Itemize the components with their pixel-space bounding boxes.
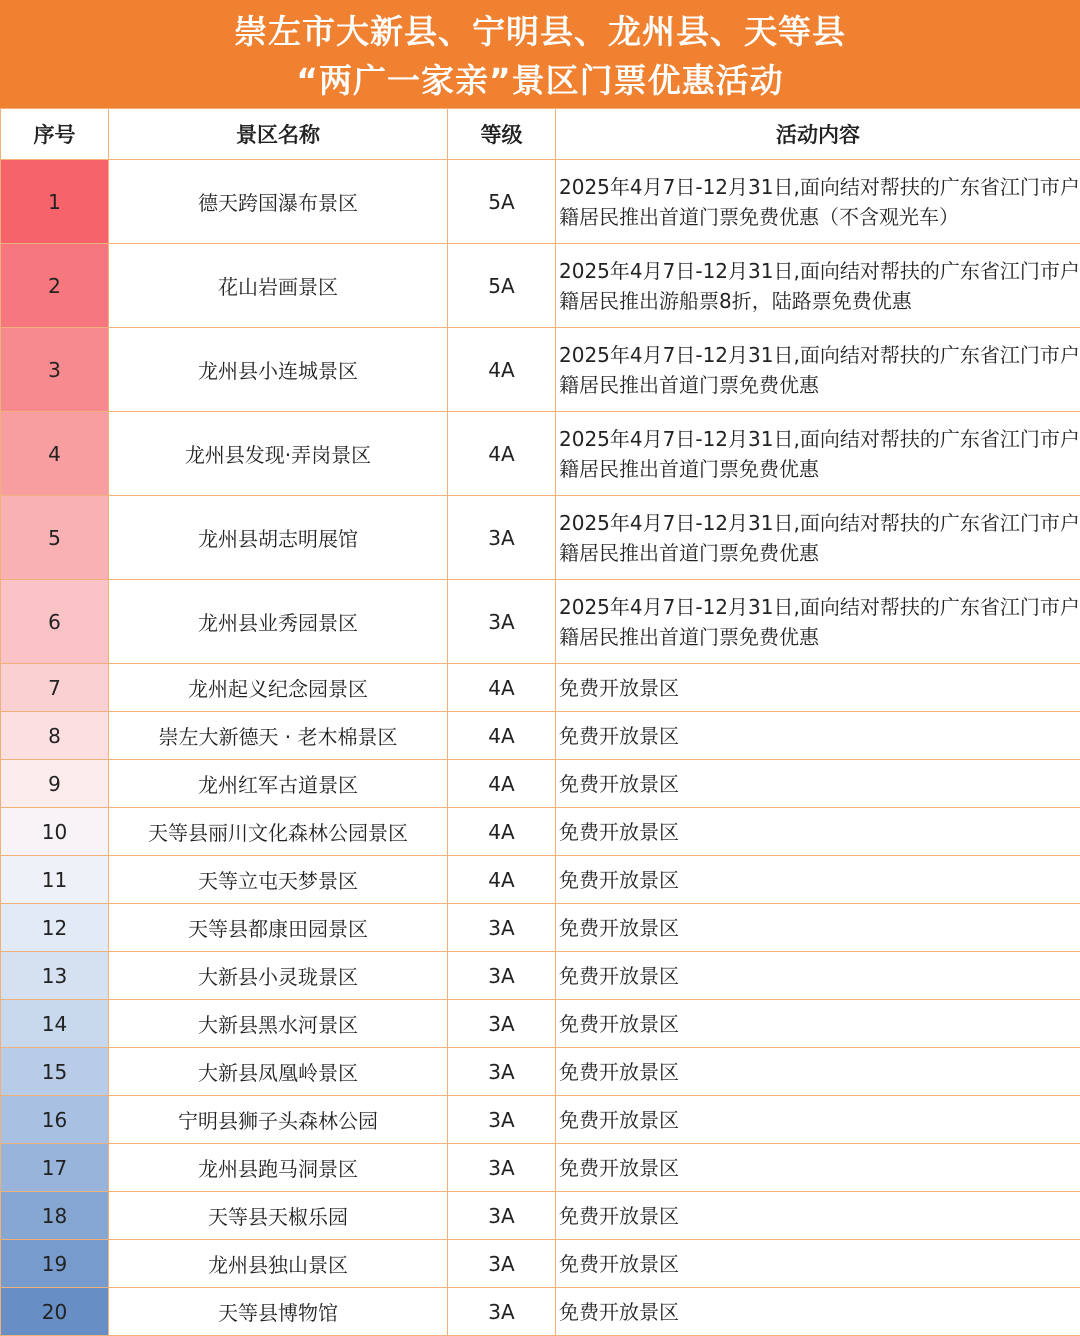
- scenic-area-name: 大新县黑水河景区: [109, 1000, 448, 1048]
- row-index: 10: [1, 808, 109, 856]
- activity-content: 免费开放景区: [556, 1192, 1080, 1240]
- activity-content: 免费开放景区: [556, 904, 1080, 952]
- table-row: [1, 496, 1080, 580]
- header-banner: [0, 0, 1080, 108]
- table-row: [1, 664, 1080, 712]
- activity-content: 免费开放景区: [556, 1240, 1080, 1288]
- table-row: [1, 1096, 1080, 1144]
- table-row: [1, 856, 1080, 904]
- scenic-area-level: 4A: [448, 808, 556, 856]
- table-row: [1, 1288, 1080, 1336]
- scenic-area-level: 3A: [448, 580, 556, 664]
- table-row: [1, 328, 1080, 412]
- row-index: 14: [1, 1000, 109, 1048]
- scenic-area-name: 龙州县业秀园景区: [109, 580, 448, 664]
- scenic-area-name: 龙州县发现·弄岗景区: [109, 412, 448, 496]
- title-line-1: 崇左市大新县、宁明县、龙州县、天等县: [234, 12, 846, 51]
- row-index: 5: [1, 496, 109, 580]
- column-header-level: 等级: [448, 109, 556, 160]
- row-index: 17: [1, 1144, 109, 1192]
- activity-content: 2025年4月7日-12月31日,面向结对帮扶的广东省江门市户籍居民推出首道门票免费优惠: [556, 328, 1080, 412]
- scenic-area-level: 4A: [448, 760, 556, 808]
- activity-content: 免费开放景区: [556, 1288, 1080, 1336]
- table-row: [1, 1048, 1080, 1096]
- activity-content: 免费开放景区: [556, 1048, 1080, 1096]
- table-row: [1, 160, 1080, 244]
- table-row: [1, 1192, 1080, 1240]
- table-row: [1, 808, 1080, 856]
- table-row: [1, 412, 1080, 496]
- table-row: [1, 712, 1080, 760]
- row-index: 6: [1, 580, 109, 664]
- column-header-name: 景区名称: [109, 109, 448, 160]
- activity-content: 2025年4月7日-12月31日,面向结对帮扶的广东省江门市户籍居民推出首道门票免费优惠: [556, 580, 1080, 664]
- column-header-index: 序号: [1, 109, 109, 160]
- scenic-area-level: 3A: [448, 1048, 556, 1096]
- row-index: 4: [1, 412, 109, 496]
- activity-content: 免费开放景区: [556, 712, 1080, 760]
- activity-content: 2025年4月7日-12月31日,面向结对帮扶的广东省江门市户籍居民推出游船票8折，陆路票免费优惠: [556, 244, 1080, 328]
- activity-content: 2025年4月7日-12月31日,面向结对帮扶的广东省江门市户籍居民推出首道门票免费优惠: [556, 496, 1080, 580]
- scenic-area-level: 3A: [448, 1240, 556, 1288]
- row-index: 12: [1, 904, 109, 952]
- row-index: 19: [1, 1240, 109, 1288]
- scenic-area-name: 天等立屯天梦景区: [109, 856, 448, 904]
- table-body: [1, 160, 1080, 1336]
- scenic-area-name: 德天跨国瀑布景区: [109, 160, 448, 244]
- row-index: 13: [1, 952, 109, 1000]
- row-index: 8: [1, 712, 109, 760]
- scenic-area-name: 龙州起义纪念园景区: [109, 664, 448, 712]
- row-index: 16: [1, 1096, 109, 1144]
- scenic-area-level: 3A: [448, 952, 556, 1000]
- scenic-area-level: 3A: [448, 1192, 556, 1240]
- table-row: [1, 1144, 1080, 1192]
- scenic-area-name: 龙州县跑马洞景区: [109, 1144, 448, 1192]
- discount-table: [0, 108, 1080, 1336]
- table-header-row: [1, 109, 1080, 160]
- scenic-area-level: 3A: [448, 1144, 556, 1192]
- row-index: 9: [1, 760, 109, 808]
- scenic-area-level: 5A: [448, 160, 556, 244]
- scenic-area-level: 4A: [448, 664, 556, 712]
- row-index: 11: [1, 856, 109, 904]
- table-row: [1, 904, 1080, 952]
- scenic-area-level: 4A: [448, 412, 556, 496]
- scenic-area-name: 崇左大新德天 · 老木棉景区: [109, 712, 448, 760]
- row-index: 3: [1, 328, 109, 412]
- scenic-area-name: 大新县凤凰岭景区: [109, 1048, 448, 1096]
- activity-content: 免费开放景区: [556, 664, 1080, 712]
- table-row: [1, 1000, 1080, 1048]
- activity-content: 免费开放景区: [556, 952, 1080, 1000]
- scenic-area-level: 4A: [448, 328, 556, 412]
- scenic-area-name: 龙州县独山景区: [109, 1240, 448, 1288]
- scenic-area-level: 5A: [448, 244, 556, 328]
- scenic-area-level: 3A: [448, 1096, 556, 1144]
- scenic-area-name: 花山岩画景区: [109, 244, 448, 328]
- activity-content: 免费开放景区: [556, 1000, 1080, 1048]
- activity-content: 免费开放景区: [556, 760, 1080, 808]
- scenic-area-name: 龙州红军古道景区: [109, 760, 448, 808]
- row-index: 20: [1, 1288, 109, 1336]
- table-row: [1, 244, 1080, 328]
- scenic-area-name: 天等县都康田园景区: [109, 904, 448, 952]
- row-index: 2: [1, 244, 109, 328]
- table-row: [1, 760, 1080, 808]
- scenic-area-name: 龙州县胡志明展馆: [109, 496, 448, 580]
- scenic-area-level: 4A: [448, 856, 556, 904]
- scenic-area-name: 天等县丽川文化森林公园景区: [109, 808, 448, 856]
- activity-content: 2025年4月7日-12月31日,面向结对帮扶的广东省江门市户籍居民推出首道门票免费优惠（不含观光车）: [556, 160, 1080, 244]
- row-index: 18: [1, 1192, 109, 1240]
- scenic-area-level: 4A: [448, 712, 556, 760]
- scenic-area-level: 3A: [448, 1000, 556, 1048]
- activity-content: 2025年4月7日-12月31日,面向结对帮扶的广东省江门市户籍居民推出首道门票免费优惠: [556, 412, 1080, 496]
- scenic-area-name: 天等县天椒乐园: [109, 1192, 448, 1240]
- activity-content: 免费开放景区: [556, 808, 1080, 856]
- column-header-activity: 活动内容: [556, 109, 1080, 160]
- activity-content: 免费开放景区: [556, 856, 1080, 904]
- scenic-area-level: 3A: [448, 496, 556, 580]
- scenic-area-name: 龙州县小连城景区: [109, 328, 448, 412]
- scenic-area-level: 3A: [448, 1288, 556, 1336]
- scenic-area-name: 天等县博物馆: [109, 1288, 448, 1336]
- activity-content: 免费开放景区: [556, 1096, 1080, 1144]
- scenic-area-name: 宁明县狮子头森林公园: [109, 1096, 448, 1144]
- row-index: 7: [1, 664, 109, 712]
- table-row: [1, 1240, 1080, 1288]
- scenic-area-level: 3A: [448, 904, 556, 952]
- row-index: 1: [1, 160, 109, 244]
- row-index: 15: [1, 1048, 109, 1096]
- scenic-area-name: 大新县小灵珑景区: [109, 952, 448, 1000]
- table-row: [1, 580, 1080, 664]
- table-row: [1, 952, 1080, 1000]
- title-line-2: “两广一家亲”景区门票优惠活动: [296, 61, 784, 100]
- activity-content: 免费开放景区: [556, 1144, 1080, 1192]
